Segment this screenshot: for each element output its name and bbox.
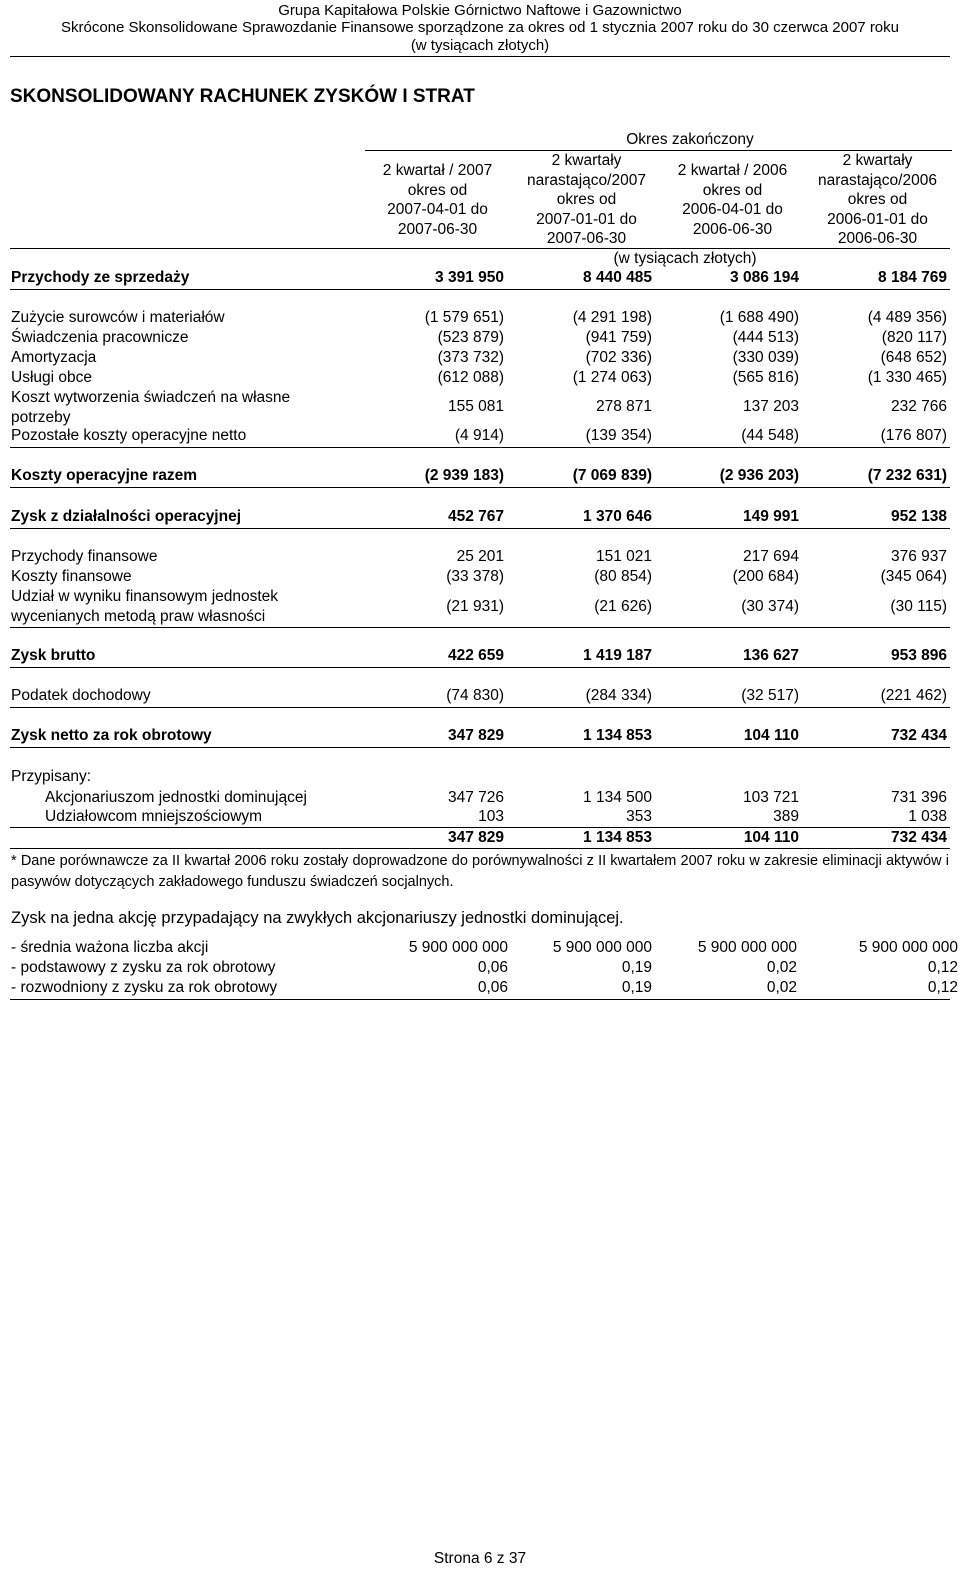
cell-value: (176 807) — [880, 427, 947, 444]
footnote: * Dane porównawcze za II kwartał 2006 roku zostały doprowadzone do porównywalności z II kwartałem 2007 roku w zakresie eliminacji aktywów i pasywów dotyczących zakładowego funduszu świadczeń socjalnych. — [11, 853, 949, 890]
cell-value: 731 396 — [890, 789, 947, 806]
header-divider — [10, 56, 950, 57]
cell-value: (702 336) — [585, 349, 652, 366]
row-label-equity-method-share: Udział w wyniku finansowym jednostek wycenianych metodą praw własności — [11, 588, 279, 625]
row-label-external-services: Usługi obce — [11, 369, 92, 386]
cell-value: 0,12 — [927, 959, 958, 976]
row-label-attributable: Przypisany: — [11, 768, 92, 785]
cell-value: 347 829 — [447, 727, 504, 744]
row-divider — [10, 487, 950, 488]
cell-value: 422 659 — [447, 647, 504, 664]
period-group-label: Okres zakończony — [626, 131, 754, 148]
cell-value: (21 626) — [594, 598, 652, 615]
row-label-net-profit: Zysk netto za rok obrotowy — [11, 727, 212, 744]
cell-value: 347 829 — [447, 829, 504, 846]
cell-value: (444 513) — [732, 329, 799, 346]
cell-value: 1 134 500 — [583, 789, 652, 806]
cell-value: 137 203 — [742, 398, 799, 415]
cell-value: 0,12 — [927, 979, 958, 996]
cell-value: 155 081 — [447, 398, 504, 415]
cell-value: (941 759) — [585, 329, 652, 346]
cell-value: (33 378) — [446, 568, 504, 585]
cell-value: (80 854) — [594, 568, 652, 585]
cell-value: 104 110 — [743, 829, 799, 846]
cell-value: 376 937 — [890, 548, 947, 565]
cell-value: (4 489 356) — [867, 309, 947, 326]
row-label-finance-costs: Koszty finansowe — [11, 568, 132, 585]
page-title: SKONSOLIDOWANY RACHUNEK ZYSKÓW I STRAT — [10, 86, 475, 107]
cell-value: (4 914) — [454, 427, 504, 444]
cell-value: (612 088) — [437, 369, 504, 386]
row-label-materials: Zużycie surowców i materiałów — [11, 309, 225, 326]
cell-value: 3 086 194 — [730, 269, 799, 286]
eps-row-label: - rozwodniony z zysku za rok obrotowy — [11, 979, 278, 996]
cell-value: 1 134 853 — [583, 727, 652, 744]
cell-value: 5 900 000 000 — [858, 939, 958, 956]
eps-title: Zysk na jedna akcję przypadający na zwykłych akcjonariuszy jednostki dominującej. — [11, 909, 624, 927]
cell-value: (7 232 631) — [867, 467, 947, 484]
cell-value: (44 548) — [741, 427, 799, 444]
cell-value: (30 374) — [741, 598, 799, 615]
row-divider — [10, 289, 950, 290]
row-label-gross-profit: Zysk brutto — [11, 647, 96, 664]
section-divider — [10, 999, 950, 1000]
cell-value: 5 900 000 000 — [552, 939, 652, 956]
cell-value: (1 274 063) — [572, 369, 652, 386]
row-divider — [10, 848, 950, 849]
cell-value: (7 069 839) — [572, 467, 652, 484]
cell-value: (523 879) — [437, 329, 504, 346]
cell-value: 952 138 — [890, 508, 947, 525]
cell-value: 732 434 — [890, 727, 947, 744]
cell-value: 232 766 — [890, 398, 947, 415]
col-header-h1-2007: 2 kwartały narastająco/2007 okres od 2007-01-01 do 2007-06-30 — [527, 152, 646, 247]
row-label-minority-interests: Udziałowcom mniejszościowym — [45, 808, 263, 825]
cell-value: (200 684) — [732, 568, 799, 585]
row-label-finance-income: Przychody finansowe — [11, 548, 158, 565]
cell-value: (1 688 490) — [719, 309, 799, 326]
row-divider — [10, 627, 950, 628]
cell-value: 1 038 — [908, 808, 947, 825]
report-unit: (w tysiącach złotych) — [410, 37, 550, 54]
cell-value: 347 726 — [447, 789, 504, 806]
cell-value: 5 900 000 000 — [408, 939, 508, 956]
cell-value: 149 991 — [742, 508, 799, 525]
table-unit-label: (w tysiącach złotych) — [613, 250, 757, 267]
cell-value: 389 — [773, 808, 799, 825]
cell-value: 732 434 — [890, 829, 947, 846]
cell-value: 8 440 485 — [583, 269, 652, 286]
cell-value: 0,02 — [766, 959, 797, 976]
cell-value: (2 936 203) — [719, 467, 799, 484]
cell-value: (345 064) — [880, 568, 947, 585]
row-label-other-operating: Pozostałe koszty operacyjne netto — [11, 427, 247, 444]
cell-value: 452 767 — [447, 508, 504, 525]
cell-value: 1 370 646 — [583, 508, 652, 525]
col-header-q2-2007: 2 kwartał / 2007 okres od 2007-04-01 do 2007-06-30 — [382, 162, 493, 238]
cell-value: 0,19 — [621, 959, 652, 976]
row-divider — [10, 528, 950, 529]
cell-value: (565 816) — [732, 369, 799, 386]
cell-value: (74 830) — [446, 687, 504, 704]
cell-value: 151 021 — [595, 548, 652, 565]
row-divider — [10, 667, 950, 668]
row-label-depreciation: Amortyzacja — [11, 349, 97, 366]
cell-value: (30 115) — [890, 598, 947, 615]
cell-value: (1 330 465) — [867, 369, 947, 386]
cell-value: 353 — [626, 808, 652, 825]
row-label-revenue: Przychody ze sprzedaży — [11, 269, 190, 286]
cell-value: 0,06 — [477, 959, 508, 976]
cell-value: (284 334) — [585, 687, 652, 704]
row-divider — [10, 707, 950, 708]
cell-value: 8 184 769 — [878, 269, 947, 286]
cell-value: (330 039) — [732, 349, 799, 366]
cell-value: 136 627 — [742, 647, 799, 664]
eps-row-label: - podstawowy z zysku za rok obrotowy — [11, 959, 276, 976]
cell-value: 278 871 — [595, 398, 652, 415]
cell-value: (373 732) — [437, 349, 504, 366]
col-header-h1-2006: 2 kwartały narastająco/2006 okres od 2006-01-01 do 2006-06-30 — [818, 152, 937, 247]
cell-value: (820 117) — [881, 329, 947, 346]
report-title: Skrócone Skonsolidowane Sprawozdanie Finansowe sporządzone za okres od 1 stycznia 2007 roku do 30 czerwca 2007 roku — [61, 19, 899, 36]
cell-value: 103 — [478, 808, 504, 825]
cell-value: 953 896 — [890, 647, 947, 664]
cell-value: 1 134 853 — [583, 829, 652, 846]
cell-value: (21 931) — [446, 598, 504, 615]
col-header-q2-2006: 2 kwartał / 2006 okres od 2006-04-01 do 2006-06-30 — [677, 162, 788, 238]
row-label-employee-benefits: Świadczenia pracownicze — [11, 329, 189, 346]
row-label-parent-shareholders: Akcjonariuszom jednostki dominującej — [45, 789, 307, 806]
cell-value: (139 354) — [585, 427, 652, 444]
cell-value: 217 694 — [742, 548, 799, 565]
row-divider — [10, 827, 950, 828]
row-label-own-work: Koszt wytworzenia świadczeń na własne potrzeby — [11, 389, 291, 426]
cell-value: 3 391 950 — [435, 269, 504, 286]
company-name: Grupa Kapitałowa Polskie Górnictwo Naftowe i Gazownictwo — [278, 2, 682, 19]
cell-value: 1 419 187 — [583, 647, 652, 664]
cell-value: (2 939 183) — [424, 467, 504, 484]
cell-value: 0,06 — [477, 979, 508, 996]
row-divider — [10, 447, 950, 448]
cell-value: 5 900 000 000 — [697, 939, 797, 956]
page-number: Strona 6 z 37 — [433, 1550, 527, 1567]
cell-value: 104 110 — [743, 727, 799, 744]
cell-value: 25 201 — [456, 548, 504, 565]
row-label-operating-profit: Zysk z działalności operacyjnej — [11, 508, 242, 525]
cell-value: 0,02 — [766, 979, 797, 996]
cell-value: (648 652) — [880, 349, 947, 366]
cell-value: (1 579 651) — [424, 309, 504, 326]
row-label-operating-costs-total: Koszty operacyjne razem — [11, 467, 198, 484]
cell-value: (32 517) — [741, 687, 799, 704]
row-label-income-tax: Podatek dochodowy — [11, 687, 151, 704]
cell-value: 103 721 — [742, 789, 799, 806]
row-divider — [10, 747, 950, 748]
cell-value: (4 291 198) — [572, 309, 652, 326]
cell-value: (221 462) — [880, 687, 947, 704]
eps-row-label: - średnia ważona liczba akcji — [11, 939, 209, 956]
cell-value: 0,19 — [621, 979, 652, 996]
